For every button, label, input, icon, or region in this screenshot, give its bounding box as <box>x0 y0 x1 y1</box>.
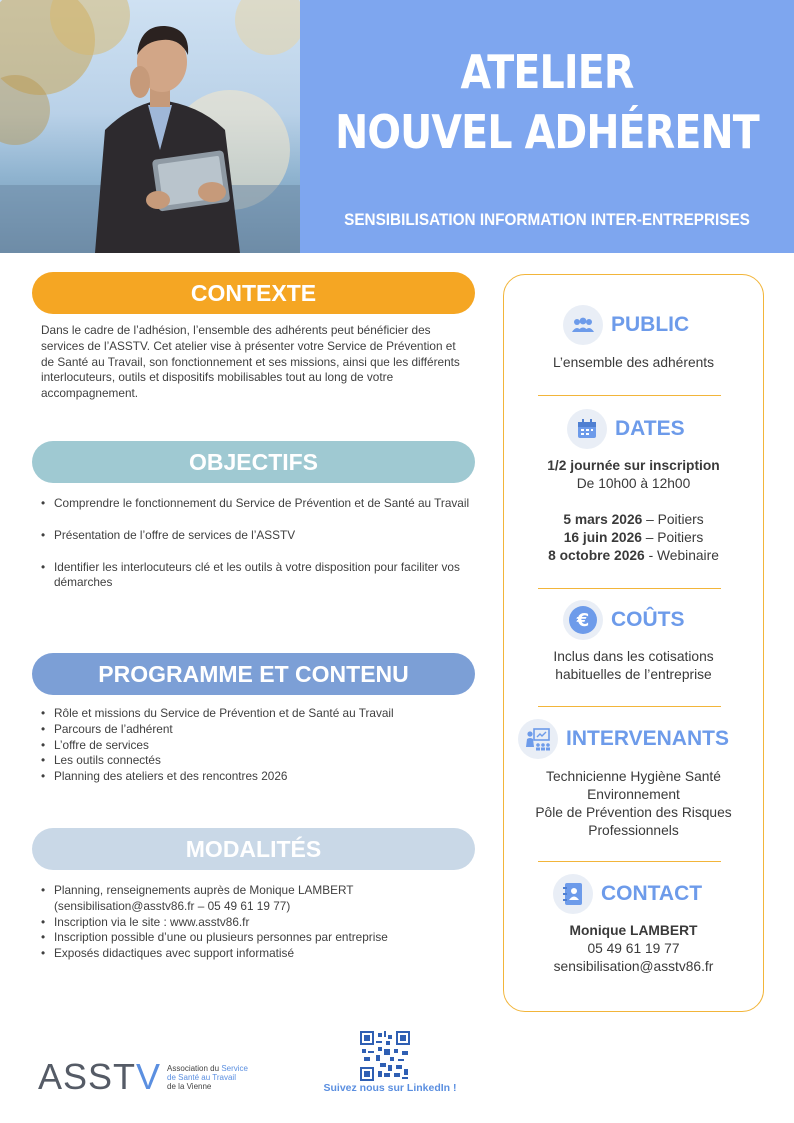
page-title <box>335 42 760 162</box>
divider <box>538 588 721 589</box>
modalites-list <box>41 883 471 962</box>
list-item: • Présentation de l’offre de services de l’ASSTV <box>41 528 471 544</box>
list-item: • Les outils connectés <box>41 753 471 769</box>
intervenants-line-2: Environnement <box>587 787 680 802</box>
linkedin-link[interactable]: Suivez nous sur LinkedIn ! <box>323 1082 457 1094</box>
contact-section-heading <box>553 874 702 914</box>
title-line-1: ATELIER <box>460 45 634 99</box>
list-item: • Parcours de l’adhérent <box>41 722 471 738</box>
list-item: • Exposés didactiques avec support informatisé <box>41 946 471 962</box>
list-item: • L’offre de services <box>41 738 471 754</box>
session-place: – Poitiers <box>641 530 704 545</box>
dates-title: DATES <box>615 417 685 440</box>
couts-line-2: habituelles de l’entreprise <box>555 667 712 682</box>
list-item: • Comprendre le fonctionnement du Service de Prévention et de Santé au Travail <box>41 496 471 512</box>
session-date: 8 octobre 2026 <box>548 548 645 563</box>
calendar-icon <box>567 409 607 449</box>
hero-photo <box>0 0 300 253</box>
intervenants-line-4: Professionnels <box>588 823 679 838</box>
logo-tagline: Association du Service de Santé au Travail de la Vienne <box>167 1063 248 1091</box>
dates-section-heading <box>567 409 685 449</box>
contact-title: CONTACT <box>601 882 703 905</box>
contexte-text: Dans le cadre de l’adhésion, l’ensemble des adhérents peut bénéficier des services de l’ASSTV. Cet atelier vise à présenter votre Service de Prévention et de Santé au Travail, son fonctionnement et ses missions, ainsi que les différents interlocuteurs, outils et dispositifs mobilisables tout au long de votre accompagnement. <box>41 323 460 401</box>
page-subtitle: SENSIBILISATION INFORMATION INTER-ENTREPRISES <box>344 210 750 229</box>
programme-heading: PROGRAMME ET CONTENU <box>32 653 475 695</box>
session-row <box>503 529 764 547</box>
presenter-icon <box>518 719 558 759</box>
contact-phone: 05 49 61 19 77 <box>587 941 680 956</box>
list-item: • Identifier les interlocuteurs clé et les outils à votre disposition pour faciliter vos démarches <box>41 560 471 592</box>
couts-text <box>503 648 764 684</box>
euro-icon <box>563 600 603 640</box>
intervenants-title: INTERVENANTS <box>566 727 729 750</box>
people-icon <box>563 305 603 345</box>
dates-line-1: 1/2 journée sur inscription <box>547 458 720 473</box>
title-line-2: NOUVEL ADHÉRENT <box>335 105 759 159</box>
contact-text <box>503 922 764 976</box>
session-date: 16 juin 2026 <box>563 530 642 545</box>
public-text: L’ensemble des adhérents <box>552 355 715 370</box>
dates-text <box>503 457 764 565</box>
list-item: • Planning, renseignements auprès de Monique LAMBERT (sensibilisation@asstv86.fr – 05 49 61 19 77) <box>41 883 471 915</box>
objectifs-list <box>41 496 471 607</box>
list-item: • Planning des ateliers et des rencontres 2026 <box>41 769 471 785</box>
session-row <box>503 547 764 565</box>
list-item: • Inscription via le site : www.asstv86.fr <box>41 915 471 931</box>
couts-title: COÛTS <box>611 608 685 631</box>
public-section-heading <box>563 305 689 345</box>
session-date: 5 mars 2026 <box>563 512 643 527</box>
couts-section-heading <box>563 600 685 640</box>
intervenants-line-3: Pôle de Prévention des Risques <box>535 805 732 820</box>
asstv-logo <box>38 1056 248 1098</box>
session-place: – Poitiers <box>642 512 704 527</box>
list-item: • Inscription possible d’une ou plusieurs personnes par entreprise <box>41 930 471 946</box>
contact-name: Monique LAMBERT <box>569 923 698 938</box>
svg-text:€: € <box>576 610 590 631</box>
divider <box>538 706 721 707</box>
contact-email[interactable]: sensibilisation@asstv86.fr <box>553 959 714 974</box>
divider <box>538 395 721 396</box>
couts-line-1: Inclus dans les cotisations <box>553 649 714 664</box>
session-place: - Webinaire <box>644 548 719 563</box>
list-item: • Rôle et missions du Service de Prévention et de Santé au Travail <box>41 706 471 722</box>
divider <box>538 861 721 862</box>
modalites-heading: MODALITÉS <box>32 828 475 870</box>
objectifs-heading: OBJECTIFS <box>32 441 475 483</box>
intervenants-line-1: Technicienne Hygiène Santé <box>546 769 721 784</box>
dates-line-2: De 10h00 à 12h00 <box>576 476 691 491</box>
address-book-icon <box>553 874 593 914</box>
contexte-heading: CONTEXTE <box>32 272 475 314</box>
session-row <box>503 511 764 529</box>
linkedin-qr-code[interactable] <box>360 1031 410 1081</box>
programme-list <box>41 706 471 785</box>
public-title: PUBLIC <box>611 313 690 336</box>
intervenants-section-heading <box>518 719 729 759</box>
logo-wordmark: ASSTV <box>38 1056 162 1097</box>
businessman-illustration <box>0 0 300 253</box>
intervenants-text <box>503 768 764 840</box>
